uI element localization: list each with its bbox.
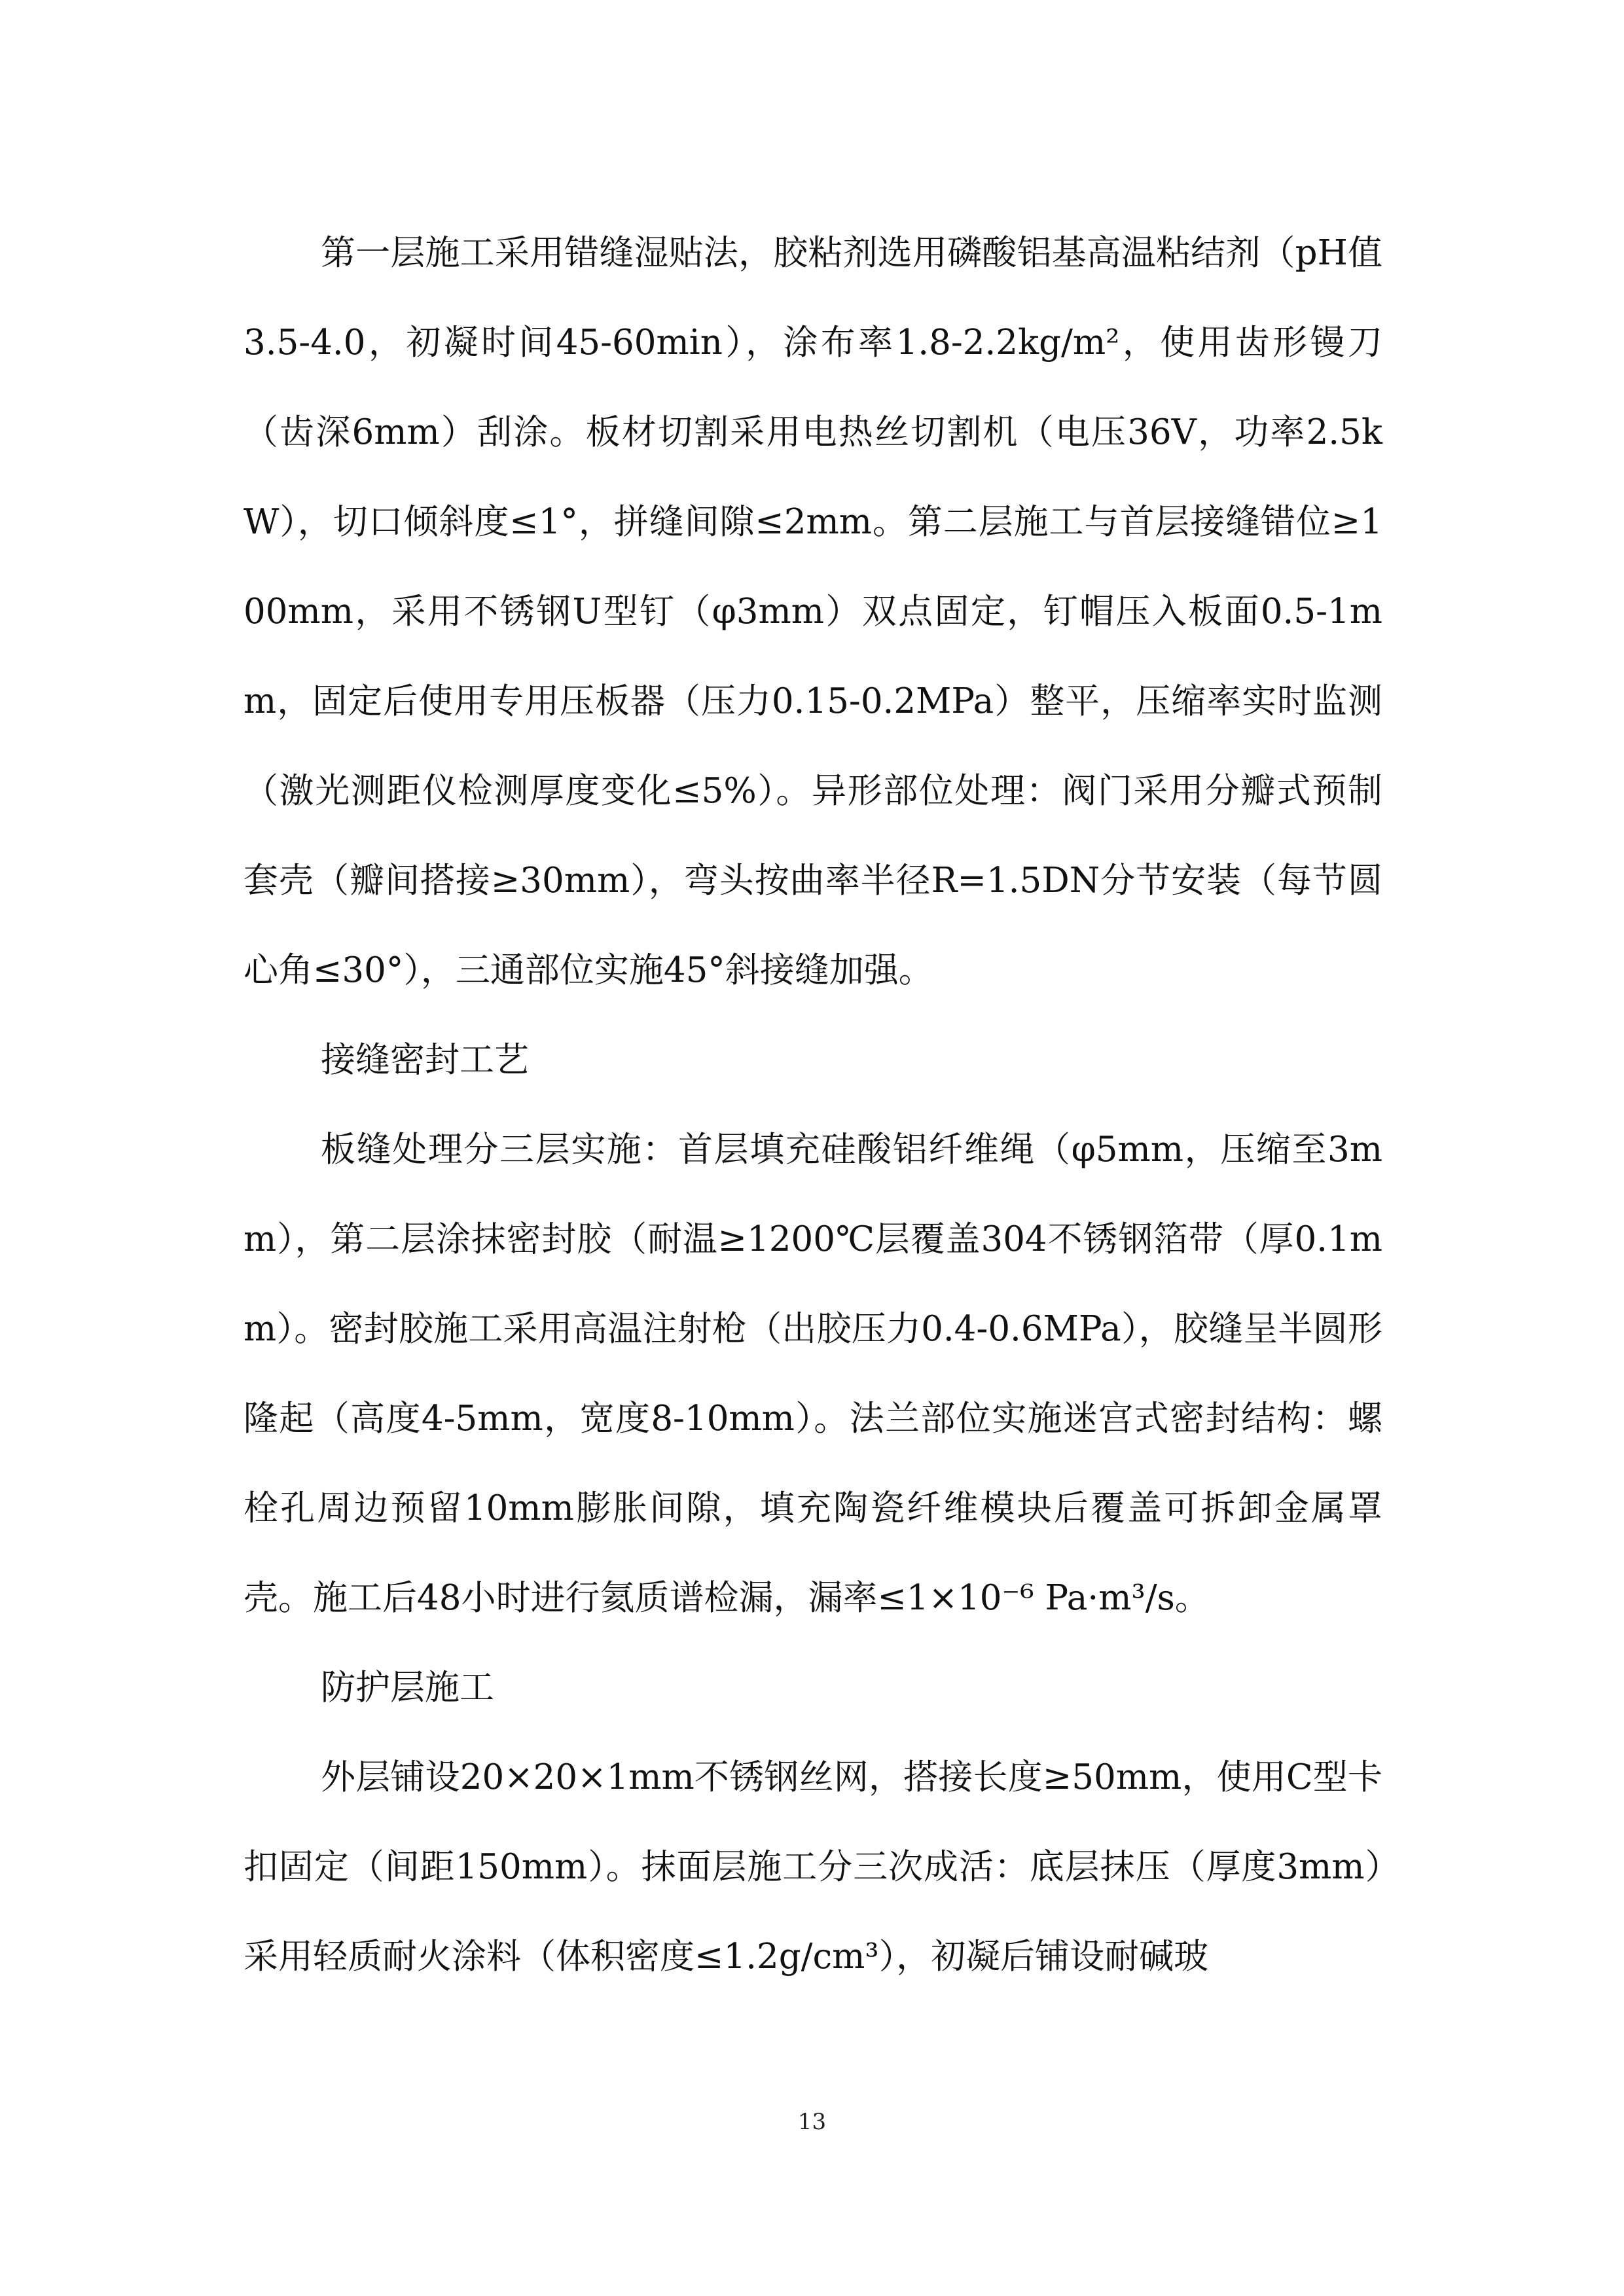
heading-protective-layer: 防护层施工 — [321, 1668, 494, 1708]
paragraph-first-layer-construction: 第一层施工采用错缝湿贴法，胶粘剂选用磷酸铝基高温粘结剂（pH值3.5-4.0，初凝时间45-60min），涂布率1.8-2.2kg/m²，使用齿形镘刀（齿深6mm）刮涂。板材切割采用电热丝切割机（电压36V，功率2.5kW），切口倾斜度≤1°，拼缝间隙≤2mm。第二层施工与首层接缝错位≥100mm，采用不锈钢U型钉（φ3mm）双点固定，钉帽压入板面0.5-1mm，固定后使用专用压板器（压力0.15-0.2MPa）整平，压缩率实时监测（激光测距仪检测厚度变化≤5%）。异形部位处理：阀门采用分瓣式预制套壳（瓣间搭接≥30mm），弯头按曲率半径R=1.5DN分节安装（每节圆心角≤30°），三通部位实施45°斜接缝加强。 — [244, 233, 1382, 990]
heading-joint-sealing: 接缝密封工艺 — [321, 1040, 529, 1080]
paragraph-protective-layer: 外层铺设20×20×1mm不锈钢丝网，搭接长度≥50mm，使用C型卡扣固定（间距150mm）。抹面层施工分三次成活：底层抹压（厚度3mm）采用轻质耐火涂料（体积密度≤1.2g/cm³），初凝后铺设耐碱玻 — [244, 1757, 1382, 1977]
document-body — [244, 208, 1382, 2001]
page-number: 13 — [797, 2109, 827, 2135]
paragraph-joint-sealing: 板缝处理分三层实施：首层填充硅酸铝纤维绳（φ5mm，压缩至3mm），第二层涂抹密封胶（耐温≥1200℃层覆盖304不锈钢箔带（厚0.1mm）。密封胶施工采用高温注射枪（出胶压力0.4-0.6MPa），胶缝呈半圆形隆起（高度4-5mm，宽度8-10mm）。法兰部位实施迷宫式密封结构：螺栓孔周边预留10mm膨胀间隙，填充陶瓷纤维模块后覆盖可拆卸金属罩壳。施工后48小时进行氦质谱检漏，漏率≤1×10⁻⁶ Pa·m³/s。 — [244, 1130, 1382, 1618]
